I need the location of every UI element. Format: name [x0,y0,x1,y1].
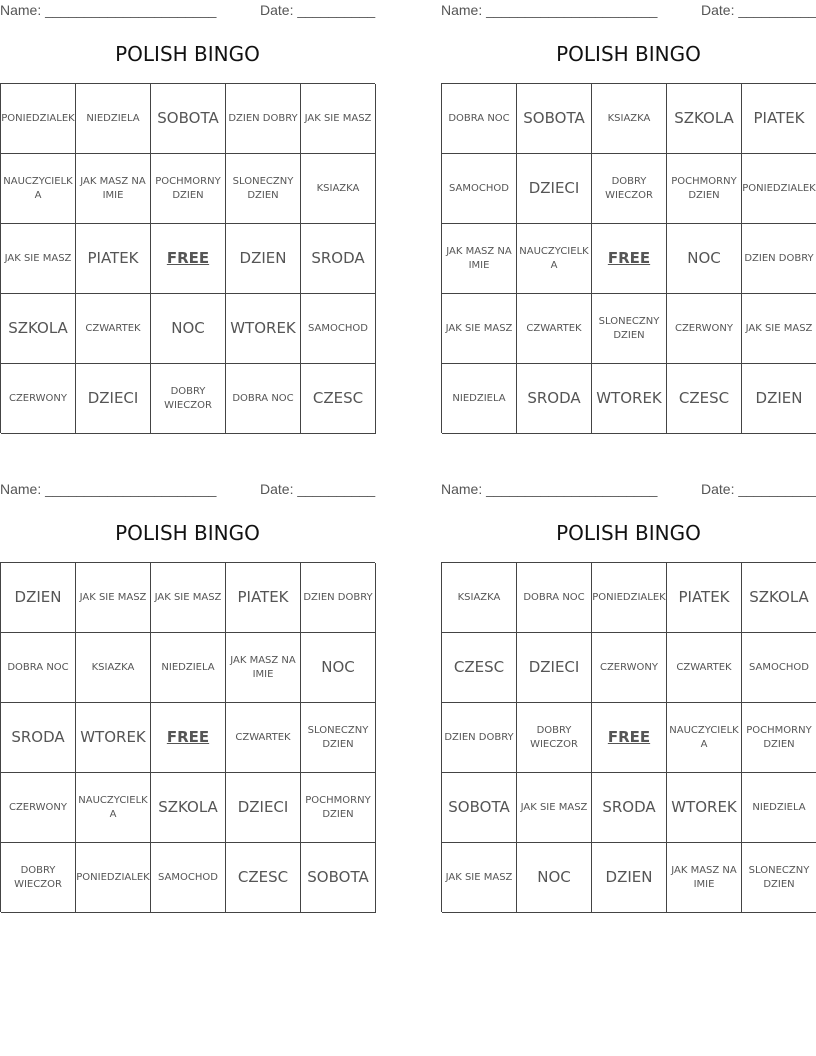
bingo-cell[interactable]: DOBRA NOC [517,563,592,633]
bingo-cell[interactable]: CZWARTEK [667,633,742,703]
bingo-cell[interactable]: SZKOLA [667,84,742,154]
bingo-cell[interactable]: JAK MASZ NA IMIE [442,224,517,294]
bingo-cell[interactable]: NOC [151,294,226,364]
bingo-grid [441,83,816,433]
bingo-card [0,479,375,909]
bingo-cell[interactable]: WTOREK [76,703,151,773]
bingo-cell[interactable]: SRODA [301,224,376,294]
bingo-cell[interactable]: CZERWONY [667,294,742,364]
bingo-cell[interactable]: SRODA [1,703,76,773]
bingo-cell[interactable]: SAMOCHOD [742,633,816,703]
bingo-cell[interactable]: JAK MASZ NA IMIE [226,633,301,703]
bingo-free-cell[interactable]: FREE [592,224,667,294]
bingo-cell[interactable]: NAUCZYCIELK A [1,154,76,224]
bingo-cell[interactable]: NOC [667,224,742,294]
bingo-cell[interactable]: POCHMORNY DZIEN [301,773,376,843]
bingo-cell[interactable]: NAUCZYCIELK A [517,224,592,294]
card-title: POLISH BINGO [556,521,701,545]
bingo-cell[interactable]: DOBRA NOC [226,364,301,434]
bingo-cell[interactable]: PONIEDZIALEK [76,843,151,913]
bingo-cell[interactable]: SLONECZNY DZIEN [226,154,301,224]
bingo-cell[interactable]: SLONECZNY DZIEN [742,843,816,913]
bingo-cell[interactable]: DOBRY WIECZOR [517,703,592,773]
bingo-cell[interactable]: CZESC [667,364,742,434]
bingo-cell[interactable]: PIATEK [742,84,816,154]
card-title: POLISH BINGO [115,42,260,66]
bingo-cell[interactable]: DZIEN DOBRY [301,563,376,633]
bingo-cell[interactable]: SAMOCHOD [301,294,376,364]
bingo-cell[interactable]: SZKOLA [151,773,226,843]
name-field-label[interactable]: Name: ______________________ [0,481,217,497]
bingo-cell[interactable]: SAMOCHOD [442,154,517,224]
name-date-line [441,481,816,499]
bingo-card [441,0,816,430]
bingo-cell[interactable]: JAK MASZ NA IMIE [667,843,742,913]
bingo-cell[interactable]: POCHMORNY DZIEN [151,154,226,224]
bingo-cell[interactable]: NIEDZIELA [76,84,151,154]
bingo-cell[interactable]: NIEDZIELA [442,364,517,434]
name-date-line [441,2,816,20]
bingo-cell[interactable]: CZWARTEK [76,294,151,364]
bingo-cell[interactable]: DZIEN [742,364,816,434]
bingo-cell[interactable]: JAK SIE MASZ [517,773,592,843]
bingo-cell[interactable]: POCHMORNY DZIEN [742,703,816,773]
bingo-cell[interactable]: WTOREK [667,773,742,843]
bingo-cell[interactable]: JAK SIE MASZ [442,843,517,913]
bingo-cell[interactable]: DOBRY WIECZOR [151,364,226,434]
bingo-cell[interactable]: DZIEN DOBRY [442,703,517,773]
bingo-cell[interactable]: POCHMORNY DZIEN [667,154,742,224]
bingo-cell[interactable]: JAK SIE MASZ [76,563,151,633]
bingo-grid [0,562,375,912]
date-field-label[interactable]: Date: __________ [701,481,816,497]
bingo-cell[interactable]: DZIECI [517,633,592,703]
bingo-cell[interactable]: JAK SIE MASZ [301,84,376,154]
bingo-free-cell[interactable]: FREE [151,703,226,773]
bingo-cell[interactable]: DZIECI [226,773,301,843]
bingo-cell[interactable]: PONIEDZIALEK [592,563,667,633]
name-field-label[interactable]: Name: ______________________ [0,2,217,18]
bingo-cell[interactable]: CZESC [226,843,301,913]
bingo-cell[interactable]: JAK SIE MASZ [742,294,816,364]
bingo-cell[interactable]: CZESC [442,633,517,703]
bingo-cell[interactable]: NAUCZYCIELK A [76,773,151,843]
bingo-cell[interactable]: DZIEN DOBRY [226,84,301,154]
bingo-cell[interactable]: SRODA [592,773,667,843]
bingo-cell[interactable]: DOBRA NOC [1,633,76,703]
bingo-card [0,0,375,430]
bingo-cell[interactable]: KSIAZKA [301,154,376,224]
card-title: POLISH BINGO [115,521,260,545]
date-field-label[interactable]: Date: __________ [701,2,816,18]
bingo-cell[interactable]: JAK SIE MASZ [151,563,226,633]
bingo-cell[interactable]: JAK SIE MASZ [1,224,76,294]
bingo-cell[interactable]: SLONECZNY DZIEN [592,294,667,364]
bingo-cell[interactable]: SOBOTA [517,84,592,154]
bingo-cell[interactable]: PIATEK [76,224,151,294]
bingo-cell[interactable]: DZIECI [76,364,151,434]
bingo-cell[interactable]: PIATEK [667,563,742,633]
date-field-label[interactable]: Date: __________ [260,481,376,497]
bingo-cell[interactable]: WTOREK [226,294,301,364]
bingo-cell[interactable]: PIATEK [226,563,301,633]
bingo-cell[interactable]: DZIEN [1,563,76,633]
bingo-cell[interactable]: DZIECI [517,154,592,224]
card-title: POLISH BINGO [556,42,701,66]
bingo-cell[interactable]: NOC [517,843,592,913]
bingo-cell[interactable]: SRODA [517,364,592,434]
bingo-cell[interactable]: DZIEN [226,224,301,294]
name-date-line [0,2,380,20]
bingo-cell[interactable]: CZWARTEK [226,703,301,773]
bingo-cell[interactable]: NIEDZIELA [742,773,816,843]
bingo-cell[interactable]: NIEDZIELA [151,633,226,703]
bingo-cell[interactable]: SZKOLA [1,294,76,364]
name-date-line [0,481,380,499]
name-field-label[interactable]: Name: ______________________ [441,2,658,18]
bingo-cell[interactable]: NAUCZYCIELK A [667,703,742,773]
bingo-cell[interactable]: PONIEDZIALEK [742,154,816,224]
bingo-cell[interactable]: DOBRA NOC [442,84,517,154]
date-field-label[interactable]: Date: __________ [260,2,376,18]
bingo-cell[interactable]: CZERWONY [1,773,76,843]
bingo-cell[interactable]: DZIEN DOBRY [742,224,816,294]
bingo-cell[interactable]: CZERWONY [592,633,667,703]
bingo-cell[interactable]: NOC [301,633,376,703]
bingo-cell[interactable]: KSIAZKA [442,563,517,633]
bingo-cell[interactable]: JAK MASZ NA IMIE [76,154,151,224]
bingo-grid [441,562,816,912]
bingo-cell[interactable]: SZKOLA [742,563,816,633]
bingo-cell[interactable]: KSIAZKA [592,84,667,154]
bingo-cell[interactable]: SOBOTA [301,843,376,913]
bingo-cell[interactable]: CZERWONY [1,364,76,434]
bingo-cell[interactable]: KSIAZKA [76,633,151,703]
bingo-cell[interactable]: CZESC [301,364,376,434]
bingo-cell[interactable]: JAK SIE MASZ [442,294,517,364]
bingo-cell[interactable]: PONIEDZIALEK [1,84,76,154]
bingo-cell[interactable]: DZIEN [592,843,667,913]
bingo-free-cell[interactable]: FREE [592,703,667,773]
bingo-cell[interactable]: SAMOCHOD [151,843,226,913]
bingo-free-cell[interactable]: FREE [151,224,226,294]
bingo-cell[interactable]: SOBOTA [151,84,226,154]
bingo-card [441,479,816,909]
name-field-label[interactable]: Name: ______________________ [441,481,658,497]
bingo-grid [0,83,375,433]
bingo-cell[interactable]: SLONECZNY DZIEN [301,703,376,773]
bingo-cell[interactable]: WTOREK [592,364,667,434]
bingo-cell[interactable]: SOBOTA [442,773,517,843]
bingo-cell[interactable]: DOBRY WIECZOR [1,843,76,913]
bingo-cell[interactable]: CZWARTEK [517,294,592,364]
bingo-cell[interactable]: DOBRY WIECZOR [592,154,667,224]
